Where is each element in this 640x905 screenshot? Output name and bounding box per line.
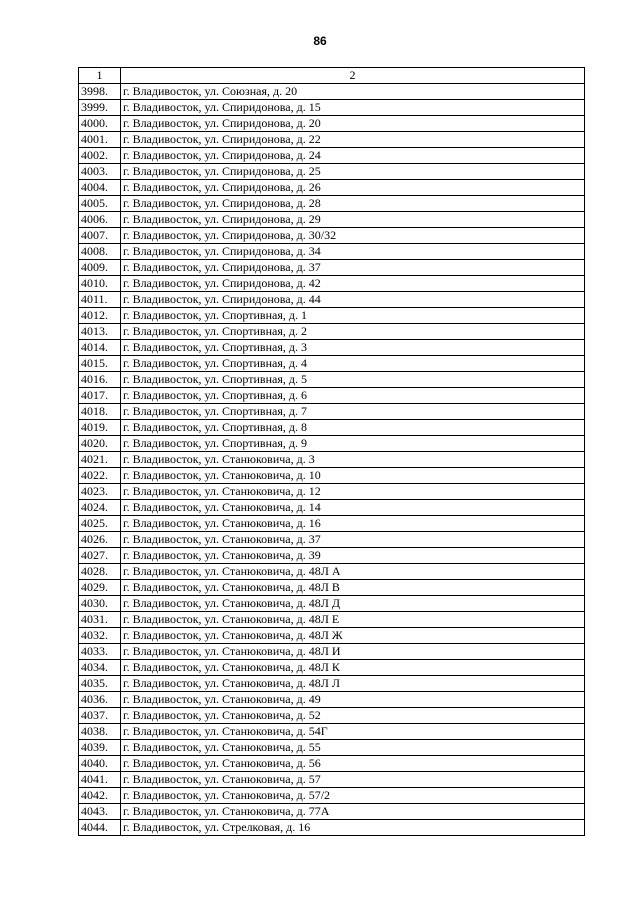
row-address: г. Владивосток, ул. Спиридонова, д. 37 bbox=[121, 260, 585, 276]
table-row bbox=[79, 436, 585, 452]
row-address: г. Владивосток, ул. Спортивная, д. 3 bbox=[121, 340, 585, 356]
row-address: г. Владивосток, ул. Спиридонова, д. 29 bbox=[121, 212, 585, 228]
table-header-row bbox=[79, 68, 585, 84]
row-address: г. Владивосток, ул. Станюковича, д. 57 bbox=[121, 772, 585, 788]
row-number: 4040. bbox=[79, 756, 121, 772]
table-row bbox=[79, 324, 585, 340]
row-number: 4005. bbox=[79, 196, 121, 212]
row-number: 4032. bbox=[79, 628, 121, 644]
table-row bbox=[79, 260, 585, 276]
row-address: г. Владивосток, ул. Станюковича, д. 12 bbox=[121, 484, 585, 500]
table-row bbox=[79, 500, 585, 516]
row-number: 4026. bbox=[79, 532, 121, 548]
table-row bbox=[79, 276, 585, 292]
row-number: 4019. bbox=[79, 420, 121, 436]
table-row bbox=[79, 452, 585, 468]
table-row bbox=[79, 196, 585, 212]
row-number: 4037. bbox=[79, 708, 121, 724]
row-address: г. Владивосток, ул. Станюковича, д. 3 bbox=[121, 452, 585, 468]
table-row bbox=[79, 116, 585, 132]
row-address: г. Владивосток, ул. Станюковича, д. 39 bbox=[121, 548, 585, 564]
table-row bbox=[79, 676, 585, 692]
row-address: г. Владивосток, ул. Станюковича, д. 16 bbox=[121, 516, 585, 532]
row-address: г. Владивосток, ул. Союзная, д. 20 bbox=[121, 84, 585, 100]
row-address: г. Владивосток, ул. Станюковича, д. 48Л А bbox=[121, 564, 585, 580]
row-address: г. Владивосток, ул. Станюковича, д. 48Л В bbox=[121, 580, 585, 596]
column-header-number: 1 bbox=[79, 68, 121, 84]
row-number: 4020. bbox=[79, 436, 121, 452]
row-number: 4009. bbox=[79, 260, 121, 276]
row-number: 4025. bbox=[79, 516, 121, 532]
row-number: 4015. bbox=[79, 356, 121, 372]
row-address: г. Владивосток, ул. Станюковича, д. 77А bbox=[121, 804, 585, 820]
table-row bbox=[79, 820, 585, 836]
row-number: 4024. bbox=[79, 500, 121, 516]
row-address: г. Владивосток, ул. Станюковича, д. 10 bbox=[121, 468, 585, 484]
row-number: 4018. bbox=[79, 404, 121, 420]
row-number: 3999. bbox=[79, 100, 121, 116]
table-row bbox=[79, 756, 585, 772]
row-number: 4013. bbox=[79, 324, 121, 340]
row-address: г. Владивосток, ул. Спиридонова, д. 26 bbox=[121, 180, 585, 196]
row-number: 4003. bbox=[79, 164, 121, 180]
row-number: 4004. bbox=[79, 180, 121, 196]
table-row bbox=[79, 580, 585, 596]
row-number: 4016. bbox=[79, 372, 121, 388]
table-row bbox=[79, 244, 585, 260]
row-address: г. Владивосток, ул. Спиридонова, д. 28 bbox=[121, 196, 585, 212]
row-number: 4044. bbox=[79, 820, 121, 836]
row-address: г. Владивосток, ул. Станюковича, д. 52 bbox=[121, 708, 585, 724]
row-address: г. Владивосток, ул. Спортивная, д. 4 bbox=[121, 356, 585, 372]
table-row bbox=[79, 708, 585, 724]
row-number: 4023. bbox=[79, 484, 121, 500]
row-address: г. Владивосток, ул. Станюковича, д. 49 bbox=[121, 692, 585, 708]
row-address: г. Владивосток, ул. Спортивная, д. 1 bbox=[121, 308, 585, 324]
row-number: 4035. bbox=[79, 676, 121, 692]
row-address: г. Владивосток, ул. Стрелковая, д. 16 bbox=[121, 820, 585, 836]
row-address: г. Владивосток, ул. Спиридонова, д. 25 bbox=[121, 164, 585, 180]
row-address: г. Владивосток, ул. Спортивная, д. 6 bbox=[121, 388, 585, 404]
row-number: 4039. bbox=[79, 740, 121, 756]
row-address: г. Владивосток, ул. Спиридонова, д. 15 bbox=[121, 100, 585, 116]
row-number: 4006. bbox=[79, 212, 121, 228]
row-number: 4029. bbox=[79, 580, 121, 596]
table-row bbox=[79, 772, 585, 788]
table-row bbox=[79, 468, 585, 484]
table-row bbox=[79, 692, 585, 708]
table-row bbox=[79, 484, 585, 500]
row-number: 4043. bbox=[79, 804, 121, 820]
table-row bbox=[79, 372, 585, 388]
row-number: 4008. bbox=[79, 244, 121, 260]
row-address: г. Владивосток, ул. Станюковича, д. 48Л Ж bbox=[121, 628, 585, 644]
row-number: 4000. bbox=[79, 116, 121, 132]
row-number: 4036. bbox=[79, 692, 121, 708]
row-number: 4011. bbox=[79, 292, 121, 308]
row-number: 4030. bbox=[79, 596, 121, 612]
table-row bbox=[79, 660, 585, 676]
table-row bbox=[79, 340, 585, 356]
row-address: г. Владивосток, ул. Спортивная, д. 8 bbox=[121, 420, 585, 436]
table-row bbox=[79, 388, 585, 404]
table-row bbox=[79, 164, 585, 180]
row-address: г. Владивосток, ул. Станюковича, д. 48Л Е bbox=[121, 612, 585, 628]
table-row bbox=[79, 596, 585, 612]
row-number: 4001. bbox=[79, 132, 121, 148]
row-number: 4010. bbox=[79, 276, 121, 292]
table-row bbox=[79, 132, 585, 148]
row-address: г. Владивосток, ул. Спиридонова, д. 34 bbox=[121, 244, 585, 260]
row-number: 4028. bbox=[79, 564, 121, 580]
address-table bbox=[78, 67, 585, 836]
row-address: г. Владивосток, ул. Спортивная, д. 2 bbox=[121, 324, 585, 340]
table-row bbox=[79, 532, 585, 548]
row-address: г. Владивосток, ул. Станюковича, д. 14 bbox=[121, 500, 585, 516]
column-header-address: 2 bbox=[121, 68, 585, 84]
row-address: г. Владивосток, ул. Спортивная, д. 5 bbox=[121, 372, 585, 388]
row-number: 4033. bbox=[79, 644, 121, 660]
row-address: г. Владивосток, ул. Станюковича, д. 56 bbox=[121, 756, 585, 772]
row-address: г. Владивосток, ул. Станюковича, д. 48Л И bbox=[121, 644, 585, 660]
table-row bbox=[79, 180, 585, 196]
row-address: г. Владивосток, ул. Станюковича, д. 48Л Д bbox=[121, 596, 585, 612]
table-row bbox=[79, 644, 585, 660]
table-row bbox=[79, 724, 585, 740]
row-number: 4012. bbox=[79, 308, 121, 324]
table-row bbox=[79, 612, 585, 628]
row-address: г. Владивосток, ул. Спиридонова, д. 20 bbox=[121, 116, 585, 132]
row-address: г. Владивосток, ул. Спиридонова, д. 44 bbox=[121, 292, 585, 308]
row-number: 4031. bbox=[79, 612, 121, 628]
table-row bbox=[79, 148, 585, 164]
table-row bbox=[79, 788, 585, 804]
row-address: г. Владивосток, ул. Спиридонова, д. 30/32 bbox=[121, 228, 585, 244]
row-address: г. Владивосток, ул. Станюковича, д. 37 bbox=[121, 532, 585, 548]
row-number: 4017. bbox=[79, 388, 121, 404]
row-address: г. Владивосток, ул. Станюковича, д. 54Г bbox=[121, 724, 585, 740]
page-number: 86 bbox=[313, 34, 327, 48]
table-row bbox=[79, 420, 585, 436]
table-row bbox=[79, 628, 585, 644]
row-address: г. Владивосток, ул. Спиридонова, д. 42 bbox=[121, 276, 585, 292]
row-number: 4007. bbox=[79, 228, 121, 244]
row-address: г. Владивосток, ул. Станюковича, д. 48Л К bbox=[121, 660, 585, 676]
table-row bbox=[79, 100, 585, 116]
row-number: 4014. bbox=[79, 340, 121, 356]
table-row bbox=[79, 564, 585, 580]
table-row bbox=[79, 228, 585, 244]
row-address: г. Владивосток, ул. Спортивная, д. 9 bbox=[121, 436, 585, 452]
row-address: г. Владивосток, ул. Спиридонова, д. 22 bbox=[121, 132, 585, 148]
table-row bbox=[79, 516, 585, 532]
table-row bbox=[79, 740, 585, 756]
row-address: г. Владивосток, ул. Станюковича, д. 55 bbox=[121, 740, 585, 756]
row-number: 4021. bbox=[79, 452, 121, 468]
row-number: 3998. bbox=[79, 84, 121, 100]
table-row bbox=[79, 212, 585, 228]
table-row bbox=[79, 292, 585, 308]
row-number: 4038. bbox=[79, 724, 121, 740]
row-address: г. Владивосток, ул. Станюковича, д. 57/2 bbox=[121, 788, 585, 804]
table-row bbox=[79, 404, 585, 420]
table-row bbox=[79, 804, 585, 820]
row-number: 4002. bbox=[79, 148, 121, 164]
table-row bbox=[79, 308, 585, 324]
table-body bbox=[79, 84, 585, 836]
row-address: г. Владивосток, ул. Станюковича, д. 48Л Л bbox=[121, 676, 585, 692]
row-number: 4022. bbox=[79, 468, 121, 484]
row-address: г. Владивосток, ул. Спортивная, д. 7 bbox=[121, 404, 585, 420]
table-row bbox=[79, 548, 585, 564]
row-number: 4034. bbox=[79, 660, 121, 676]
table-row bbox=[79, 84, 585, 100]
row-number: 4042. bbox=[79, 788, 121, 804]
table-row bbox=[79, 356, 585, 372]
row-number: 4027. bbox=[79, 548, 121, 564]
row-address: г. Владивосток, ул. Спиридонова, д. 24 bbox=[121, 148, 585, 164]
row-number: 4041. bbox=[79, 772, 121, 788]
